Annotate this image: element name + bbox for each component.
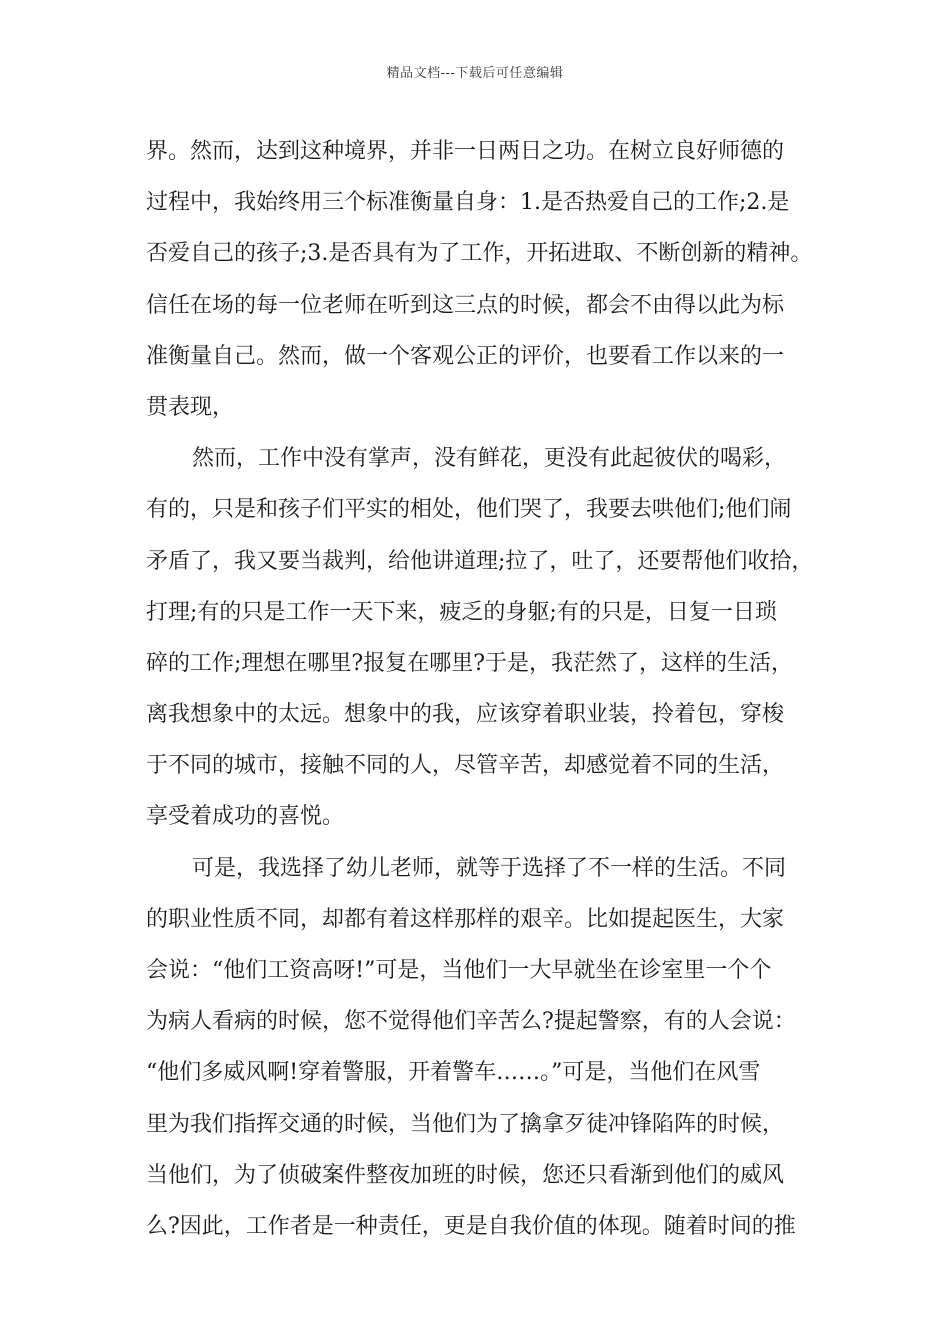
text-line: 过程中，我始终用三个标准衡量自身：1.是否热爱自己的工作;2.是 bbox=[146, 190, 790, 216]
text-line: 有的，只是和孩子们平实的相处，他们哭了，我要去哄他们;他们闹 bbox=[146, 497, 792, 523]
text-line: 界。然而，达到这种境界，并非一日两日之功。在树立良好师德的 bbox=[146, 139, 785, 164]
text-line: 贯表现， bbox=[146, 394, 235, 420]
text-line: 信任在场的每一位老师在听到这三点的时候，都会不由得以此为标 bbox=[146, 292, 785, 318]
text-line: 碎的工作;理想在哪里?报复在哪里?于是，我茫然了，这样的生活， bbox=[146, 650, 794, 676]
paragraph-first-line: 可是，我选择了幼儿老师，就等于选择了不一样的生活。不同 bbox=[192, 855, 787, 881]
text-line: 里为我们指挥交通的时候，当他们为了擒拿歹徒冲锋陷阵的时候， bbox=[146, 1111, 785, 1137]
text-line: 当他们，为了侦破案件整夜加班的时候，您还只看渐到他们的威风 bbox=[146, 1162, 785, 1188]
paragraph-first-line: 然而，工作中没有掌声，没有鲜花，更没有此起彼伏的喝彩， bbox=[192, 446, 787, 472]
document-body bbox=[146, 126, 826, 1252]
text-line: 矛盾了，我又要当裁判，给他讲道理;拉了，吐了，还要帮他们收拾， bbox=[146, 548, 814, 574]
text-line: 打理;有的只是工作一天下来，疲乏的身躯;有的只是，日复一日琐 bbox=[146, 599, 777, 625]
text-line: 为病人看病的时候，您不觉得他们辛苦么?提起警察，有的人会说： bbox=[146, 1009, 796, 1035]
text-line: “他们多威风啊!穿着警服，开着警车……。”可是，当他们在风雪 bbox=[146, 1060, 761, 1086]
text-line: 享受着成功的喜悦。 bbox=[146, 804, 345, 830]
text-line: 准衡量自己。然而，做一个客观公正的评价，也要看工作以来的一 bbox=[146, 343, 785, 369]
page-header: 精品文档---下载后可任意编辑 bbox=[386, 66, 564, 81]
text-line: 的职业性质不同，却都有着这样那样的艰辛。比如提起医生，大家 bbox=[146, 906, 785, 932]
text-line: 离我想象中的太远。想象中的我，应该穿着职业装，拎着包，穿梭 bbox=[146, 702, 785, 728]
text-line: 否爱自己的孩子;3.是否具有为了工作，开拓进取、不断创新的精神。 bbox=[146, 241, 813, 267]
text-line: 会说：“他们工资高呀!”可是，当他们一大早就坐在诊室里一个个 bbox=[146, 958, 772, 983]
text-line: 于不同的城市，接触不同的人，尽管辛苦，却感觉着不同的生活， bbox=[146, 753, 785, 779]
text-line: 么?因此，工作者是一种责任，更是自我价值的体现。随着时间的推 bbox=[146, 1213, 796, 1239]
